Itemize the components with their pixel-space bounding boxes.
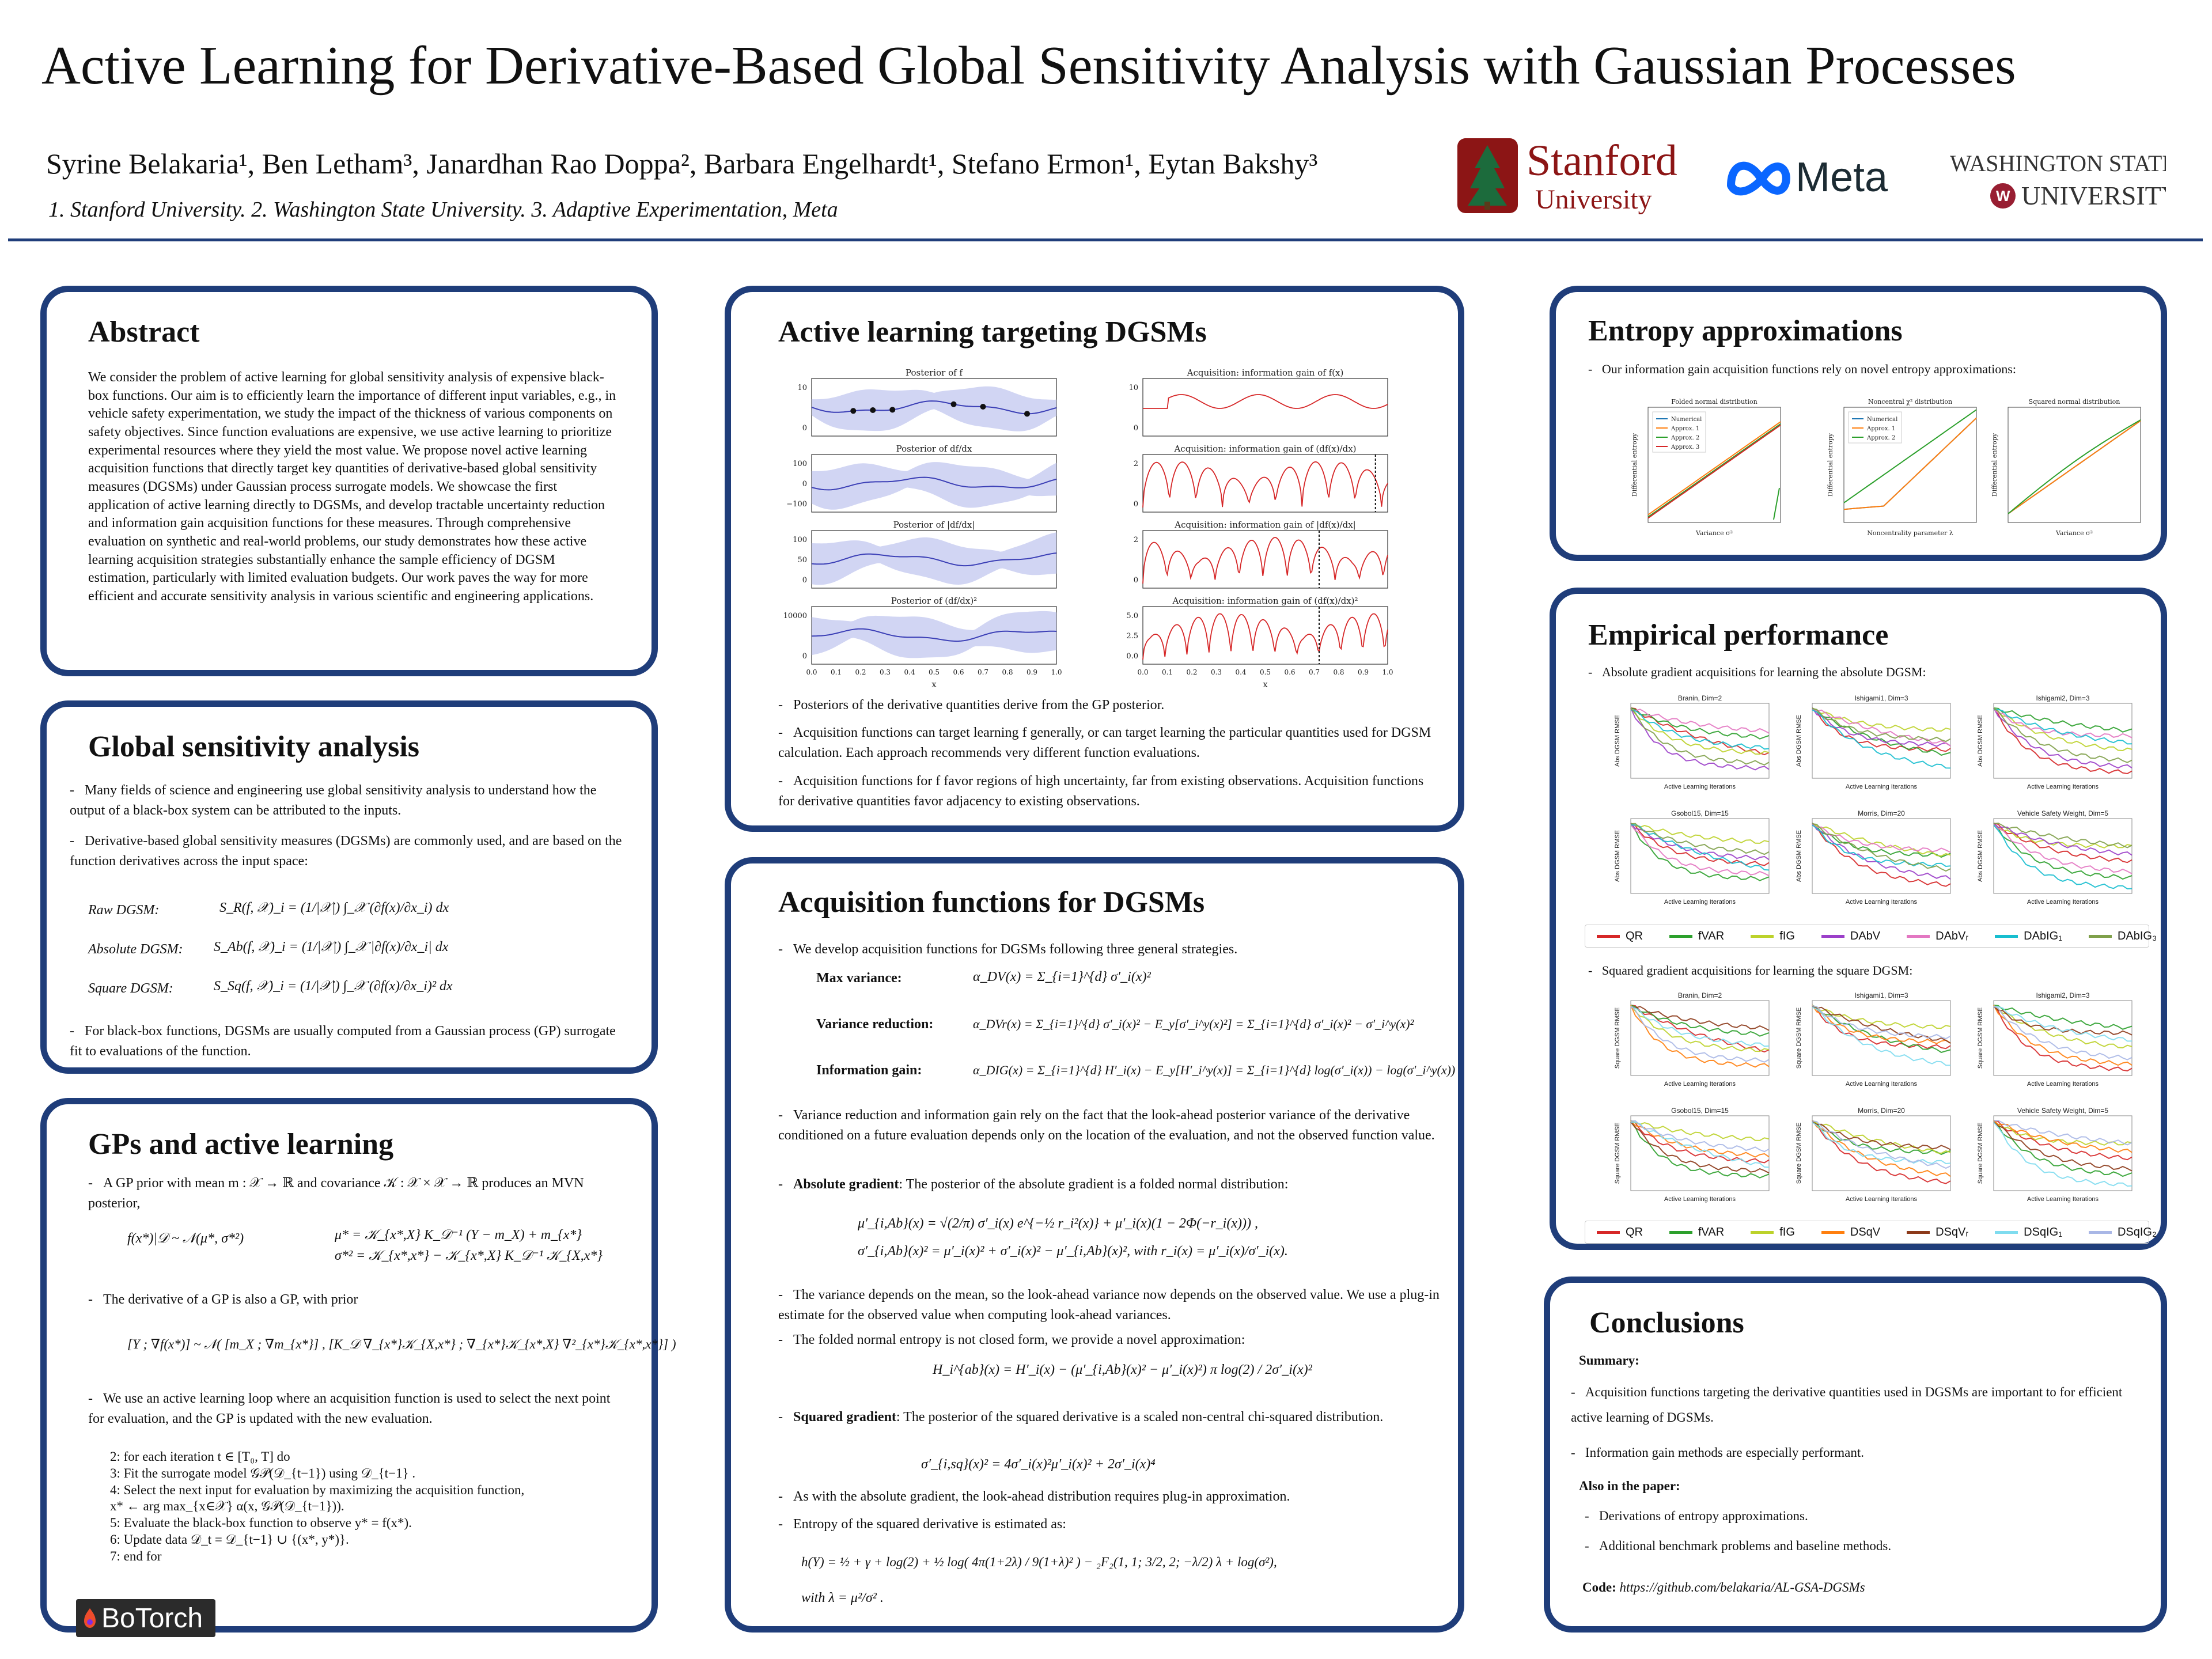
legend-swatch	[1751, 935, 1774, 938]
gp-bullet-3: - We use an active learning loop where an acquisition function is used to select the next point for evaluation, and the GP is updated with the new evaluation.	[88, 1391, 611, 1426]
x-tick-label: 0.5	[1259, 668, 1271, 676]
abs-dgsm-equation: S_Ab(f, 𝒳)_i = (1/|𝒳|) ∫_𝒳 |∂f(x)/∂x_i| dx	[214, 940, 449, 955]
legend-swatch	[1751, 1231, 1774, 1234]
posterior-subplot	[786, 444, 1056, 512]
acq-bullet-7: - As with the absolute gradient, the look-ahead distribution requires plug-in approximation.	[778, 1489, 1290, 1504]
acquisition-title: Acquisition: information gain of (df(x)/dx)	[1174, 444, 1357, 454]
acquisition-title: Acquisition: information gain of |df(x)/dx|	[1175, 520, 1356, 530]
gsa-title: Global sensitivity analysis	[88, 730, 419, 763]
x-tick-label: 0.2	[855, 668, 866, 676]
posterior-title: Posterior of |df/dx|	[893, 520, 975, 530]
header-rule	[8, 238, 2203, 241]
legend-label: DSqV	[1850, 1225, 1881, 1238]
svg-text:Stanford: Stanford	[1527, 137, 1677, 185]
abs-legend	[1585, 925, 2157, 948]
legend-item	[2089, 930, 2157, 943]
results-subplot	[1796, 1107, 1950, 1203]
y-tick-label: 0	[802, 652, 807, 661]
algo-line-5: 5: Evaluate the black-box function to observe y* = f(x*).	[110, 1516, 412, 1530]
legend-label: QR	[1626, 929, 1643, 942]
active-bullet-2: - Acquisition functions can target learning f generally, or can target learning the particular quantities used for DGSM calculation. Each approach recommends very different function evaluations.	[778, 725, 1431, 760]
legend-swatch	[1907, 1231, 1930, 1234]
x-tick-label: 0.8	[1002, 668, 1013, 676]
results-x-label: Active Learning Iterations	[1664, 1081, 1736, 1088]
entropy-y-label: Differential entropy	[1991, 433, 1998, 497]
x-tick-label: 0.4	[904, 668, 915, 676]
legend-label: fVAR	[1698, 929, 1725, 942]
y-tick-label: 100	[793, 460, 807, 468]
entropy-y-label: Differential entropy	[1827, 433, 1834, 497]
entropy-legend	[1849, 412, 1902, 443]
legend-label: DAbIG₁	[2024, 929, 2062, 942]
legend-swatch	[2089, 1231, 2112, 1234]
results-y-label: Abs DGSM RMSE	[1614, 715, 1621, 767]
legend-swatch	[1669, 1231, 1692, 1234]
square-dgsm-results-figure	[1585, 989, 2149, 1219]
posterior-subplot	[793, 520, 1056, 588]
entropy-subplot	[1631, 398, 1781, 537]
results-subplot	[1614, 809, 1769, 906]
legend-label: fIG	[1779, 929, 1795, 942]
code-url-link[interactable]: https://github.com/belakaria/AL-GSA-DGSMs	[1619, 1580, 1865, 1594]
x-tick-label: 0.9	[1357, 668, 1369, 676]
legend-label: Approx. 2	[1867, 435, 1896, 441]
entropy-plot-title: Noncentral χ² distribution	[1868, 398, 1953, 406]
acq-bullet-3: - Absolute gradient: The posterior of the absolute gradient is a folded normal distribution:	[778, 1177, 1289, 1192]
results-plot-title: Gsobol15, Dim=15	[1671, 809, 1729, 817]
results-x-label: Active Learning Iterations	[1845, 783, 1918, 790]
gsa-bullet-2: - Derivative-based global sensitivity measures (DGSMs) are commonly used, and are based on the function derivatives across the input space:	[70, 834, 622, 869]
gp-title: GPs and active learning	[88, 1128, 394, 1161]
sq-legend	[1585, 1221, 2157, 1244]
y-tick-label: 5.0	[1126, 612, 1138, 620]
observation-point	[980, 404, 986, 410]
entropy-plot-title: Folded normal distribution	[1671, 398, 1758, 406]
results-y-label: Abs DGSM RMSE	[1796, 715, 1802, 767]
y-tick-label: 0	[1133, 576, 1138, 585]
entropy-subplot	[1991, 398, 2141, 537]
gp-sigma-eq: σ*² = 𝒦_{x*,x*} − 𝒦_{x*,X} K_𝒟⁻¹ 𝒦_{X,x*}	[335, 1248, 603, 1263]
varred-equation: α_DVr(x) = Σ_{i=1}^{d} σ′_i(x)² − E_y[σ′_i^y(x)²] = Σ_{i=1}^{d} σ′_i(x)² − σ′_i^y(x)²	[973, 1017, 1414, 1031]
legend-item	[1821, 1226, 1880, 1239]
results-subplot	[1796, 809, 1950, 906]
entropy-x-label: Variance σ²	[1696, 529, 1733, 537]
x-tick-label: 0.5	[928, 668, 940, 676]
x-tick-label: 0.1	[830, 668, 842, 676]
svg-text:W: W	[1996, 187, 2010, 204]
legend-item	[1669, 1226, 1724, 1239]
lambda-eq: with λ = μ²/σ² .	[801, 1590, 884, 1605]
empirical-bullet-1: - Absolute gradient acquisitions for learning the absolute DGSM:	[1588, 665, 1926, 679]
author-list: Syrine Belakaria¹, Ben Letham³, Janardhan Rao Doppa², Barbara Engelhardt¹, Stefano Ermon¹, Eytan Bakshy³	[46, 147, 1318, 180]
conclusions-panel	[1544, 1277, 2167, 1633]
acq-bullet-6: - Squared gradient: The posterior of the squared derivative is a scaled non-central chi-squared distribution.	[778, 1410, 1384, 1425]
results-axes	[1994, 1001, 2132, 1075]
posterior-title: Posterior of df/dx	[896, 444, 972, 454]
wsu-logo	[1950, 147, 2166, 216]
sq-entropy-eq: h(Y) = ½ + γ + log(2) + ½ log( 4π(1+2λ) / 9(1+λ)² ) − ₂F₂(1, 1; 3/2, 2; −λ/2) λ + log(σ²),	[801, 1555, 1277, 1569]
sq-dgsm-label: Square DGSM:	[88, 981, 173, 996]
acq-bullet-2: - Variance reduction and information gain rely on the fact that the look-ahead posterior variance of the derivative conditioned on a future evaluation depends only on the location of the evaluation, and not the observed function value.	[778, 1108, 1435, 1143]
posterior-title: Posterior of (df/dx)²	[891, 596, 978, 606]
entropy-y-label: Differential entropy	[1631, 433, 1638, 497]
stanford-logo	[1457, 134, 1705, 220]
legend-label: Approx. 1	[1867, 426, 1896, 432]
y-tick-label: 0	[802, 424, 807, 433]
active-bullet-1: - Posteriors of the derivative quantities derive from the GP posterior.	[778, 698, 1165, 713]
results-y-label: Abs DGSM RMSE	[1977, 830, 1984, 882]
results-plot-title: Morris, Dim=20	[1858, 809, 1905, 817]
algo-line-4: 4: Select the next input for evaluation by maximizing the acquisition function,	[110, 1482, 525, 1497]
legend-label: DSqIG₂	[2117, 1225, 2157, 1238]
empirical-panel	[1550, 588, 2167, 1250]
x-tick-label: 0.0	[1137, 668, 1149, 676]
results-subplot	[1977, 991, 2132, 1088]
x-tick-label: 0.0	[806, 668, 817, 676]
summary-label: Summary:	[1579, 1353, 1639, 1368]
abstract-text: We consider the problem of active learning for global sensitivity analysis of expensive black-box functions. Our aim is to efficiently learn the importance of different input variables, e.g., in vehicle safety experimentation, we study the impact of the thickness of various components on safety objectives. Since function evaluations are expensive, we use active learning to prioritize experimental resources where they yield the most value. We propose novel active learning acquisition functions that directly target key quantities of derivative-based global sensitivity measures (DGSMs) under Gaussian process surrogate models. We showcase the first application of active learning directly to DGSMs, and develop tractable uncertainty reduction and information gain acquisition functions for these measures. Through comprehensive evaluation on synthetic and real-world problems, our study demonstrates how these active learning acquisition strategies substantially enhance the sample efficiency of DGSM estimation, particularly with limited evaluation budgets. Our work paves the way for more efficient and accurate sensitivity analysis in various scientific and engineering applications.	[88, 370, 616, 604]
legend-label: Numerical	[1867, 416, 1898, 423]
results-plot-title: Vehicle Safety Weight, Dim=5	[2017, 809, 2109, 817]
empirical-bullet-2: - Squared gradient acquisitions for learning the square DGSM:	[1588, 963, 1913, 978]
summary-item-2: - Information gain methods are especially performant.	[1571, 1445, 1865, 1460]
legend-label: fVAR	[1698, 1225, 1725, 1238]
legend-item	[1669, 930, 1724, 943]
y-tick-label: 2.5	[1126, 632, 1138, 641]
x-tick-label: 0.9	[1026, 668, 1038, 676]
gsa-bullet-1: - Many fields of science and engineering use global sensitivity analysis to understand how the output of a black-box system can be attributed to the inputs.	[70, 783, 597, 818]
acquisition-subplot	[1126, 596, 1393, 690]
entropy-subplot	[1827, 398, 1976, 537]
results-plot-title: Morris, Dim=20	[1858, 1107, 1905, 1115]
x-tick-label: 0.7	[1308, 668, 1320, 676]
maxvar-label: Max variance:	[816, 971, 902, 986]
y-tick-label: 0.0	[1126, 652, 1138, 661]
y-tick-label: 0	[1133, 424, 1138, 433]
results-subplot	[1614, 694, 1769, 790]
x-axis-label: x	[1263, 679, 1268, 690]
acquisition-subplot	[1134, 520, 1388, 588]
observation-point	[889, 407, 895, 412]
results-axes	[1994, 1116, 2132, 1191]
results-axes	[1994, 819, 2132, 893]
acquisition-title: Acquisition: information gain of f(x)	[1187, 368, 1344, 378]
results-x-label: Active Learning Iterations	[1845, 899, 1918, 906]
abs-mean-eq: μ′_{i,Ab}(x) = √(2/π) σ′_i(x) e^{−½ r_i²(x)} + μ′_i(x)(1 − 2Φ(−r_i(x))) ,	[858, 1216, 1258, 1231]
entropy-title: Entropy approximations	[1588, 315, 1903, 347]
legend-swatch	[1907, 935, 1930, 938]
x-tick-label: 0.6	[1284, 668, 1296, 676]
acquisition-title: Acquisition: information gain of (df(x)/dx)²	[1172, 596, 1358, 606]
varred-label: Variance reduction:	[816, 1017, 934, 1032]
entropy-figure	[1579, 396, 2149, 551]
y-tick-label: 10	[797, 384, 807, 392]
svg-text:UNIVERSITY: UNIVERSITY	[2021, 181, 2166, 210]
legend-swatch	[1821, 935, 1844, 938]
y-tick-label: 100	[793, 536, 807, 544]
x-tick-label: 0.3	[879, 668, 891, 676]
results-plot-title: Ishigami1, Dim=3	[1854, 991, 1908, 999]
acquisition-subplot	[1134, 444, 1388, 512]
legend-swatch	[1669, 935, 1692, 938]
infogain-equation: α_DIG(x) = Σ_{i=1}^{d} H′_i(x) − E_y[H′_i^y(x)] = Σ_{i=1}^{d} log(σ′_i(x)) − log(σ′_i^y(x))	[973, 1063, 1456, 1077]
results-x-label: Active Learning Iterations	[2027, 783, 2099, 790]
x-axis-label: x	[931, 679, 937, 690]
entropy-plot-title: Squared normal distribution	[2028, 398, 2120, 406]
legend-item	[1821, 930, 1880, 943]
legend-item	[2089, 1226, 2157, 1239]
results-plot-title: Ishigami1, Dim=3	[1854, 694, 1908, 702]
also-item-1: - Derivations of entropy approximations.	[1585, 1509, 1808, 1523]
legend-item	[1751, 930, 1795, 943]
legend-label: Approx. 3	[1671, 444, 1700, 450]
results-axes	[1994, 703, 2132, 778]
results-y-label: Abs DGSM RMSE	[1796, 830, 1802, 882]
y-tick-label: −100	[786, 500, 807, 509]
legend-label: QR	[1626, 1225, 1643, 1238]
legend-swatch	[1597, 1231, 1620, 1234]
algo-line-4b: x* ← arg max_{x∈𝒳} α(x, 𝒢𝒫(𝒟_{t−1})).	[110, 1499, 344, 1514]
entropy-panel	[1550, 286, 2167, 561]
abstract-panel	[40, 286, 658, 676]
also-label: Also in the paper:	[1579, 1479, 1680, 1493]
results-y-label: Square DGSM RMSE	[1977, 1007, 1984, 1069]
results-x-label: Active Learning Iterations	[1664, 899, 1736, 906]
x-tick-label: 0.1	[1161, 668, 1173, 676]
acquisition-subplot	[1128, 368, 1388, 436]
posterior-acquisition-figure	[760, 367, 1428, 690]
results-x-label: Active Learning Iterations	[1664, 783, 1736, 790]
raw-dgsm-equation: S_R(f, 𝒳)_i = (1/|𝒳|) ∫_𝒳 (∂f(x)/∂x_i) dx	[219, 900, 449, 915]
legend-item	[1597, 930, 1643, 943]
entropy-legend	[1653, 412, 1706, 452]
active-title: Active learning targeting DGSMs	[778, 316, 1207, 349]
entropy-axes	[2008, 407, 2141, 522]
y-tick-label: 0	[1133, 500, 1138, 509]
legend-swatch	[1995, 935, 2018, 938]
x-tick-label: 1.0	[1051, 668, 1062, 676]
entropy-x-label: Variance σ²	[2056, 529, 2093, 537]
empirical-title: Empirical performance	[1588, 619, 1889, 652]
acq-bullet-8: - Entropy of the squared derivative is estimated as:	[778, 1517, 1066, 1532]
x-tick-label: 0.6	[953, 668, 964, 676]
poster-title: Active Learning for Derivative-Based Global Sensitivity Analysis with Gaussian Processes	[41, 36, 2016, 96]
results-y-label: Abs DGSM RMSE	[1614, 830, 1621, 882]
results-subplot	[1614, 1107, 1769, 1203]
observation-point	[870, 407, 876, 413]
acq-panel	[725, 857, 1464, 1633]
results-y-label: Square DGSM RMSE	[1614, 1007, 1621, 1069]
gp-posterior-eq: f(x*)|𝒟 ~ 𝒩(μ*, σ*²)	[127, 1231, 244, 1246]
legend-label: DSqVᵣ	[1936, 1225, 1969, 1238]
sq-dgsm-equation: S_Sq(f, 𝒳)_i = (1/|𝒳|) ∫_𝒳 (∂f(x)/∂x_i)² dx	[214, 979, 453, 994]
algo-line-3: 3: Fit the surrogate model 𝒢𝒫(𝒟_{t−1}) using 𝒟_{t−1} .	[110, 1465, 416, 1480]
algorithm-box	[110, 1449, 628, 1565]
results-subplot	[1977, 694, 2132, 790]
observation-point	[951, 402, 957, 407]
results-subplot	[1977, 1107, 2132, 1203]
results-subplot	[1614, 991, 1769, 1088]
posterior-subplot	[783, 596, 1062, 690]
raw-dgsm-label: Raw DGSM:	[88, 903, 160, 918]
acq-bullet-1: - We develop acquisition functions for DGSMs following three general strategies.	[778, 942, 1238, 957]
affiliations: 1. Stanford University. 2. Washington State University. 3. Adaptive Experimentation, Meta	[48, 198, 838, 222]
observation-point	[1024, 411, 1030, 416]
legend-label: Approx. 1	[1671, 426, 1700, 432]
algo-line-7: 7: end for	[110, 1548, 162, 1563]
y-tick-label: 0	[802, 576, 807, 585]
also-item-2: - Additional benchmark problems and baseline methods.	[1585, 1539, 1892, 1553]
gp-bullet-2: - The derivative of a GP is also a GP, with prior	[88, 1292, 358, 1307]
svg-text:University: University	[1535, 184, 1652, 215]
legend-label: DAbV	[1850, 929, 1881, 942]
results-plot-title: Ishigami2, Dim=3	[2036, 991, 2090, 999]
y-tick-label: 2	[1133, 460, 1138, 468]
meta-logo	[1725, 151, 1915, 203]
sq-var-eq: σ′_{i,sq}(x)² = 4σ′_i(x)²μ′_i(x)² + 2σ′_i(x)⁴	[921, 1457, 1156, 1472]
results-y-label: Square DGSM RMSE	[1796, 1007, 1802, 1069]
active-bullet-3: - Acquisition functions for f favor regions of high uncertainty, far from existing observations. Acquisition functions for derivative quantities favor adjacency to existing observations.	[778, 774, 1424, 809]
gsa-panel	[40, 700, 658, 1074]
abs-dgsm-label: Absolute DGSM:	[88, 942, 183, 957]
y-tick-label: 10000	[783, 612, 807, 620]
algo-line-6: 6: Update data 𝒟_t = 𝒟_{t−1} ∪ {(x*, y*)}.	[110, 1532, 349, 1547]
botorch-logo	[76, 1599, 215, 1637]
results-x-label: Active Learning Iterations	[2027, 1196, 2099, 1203]
results-y-label: Square DGSM RMSE	[1614, 1122, 1621, 1184]
legend-swatch	[1597, 935, 1620, 938]
legend-label: DSqIG₁	[2024, 1225, 2062, 1238]
summary-item-1: - Acquisition functions targeting the derivative quantities used in DGSMs are important to for efficient active learning of DGSMs.	[1571, 1385, 2123, 1425]
y-tick-label: 50	[797, 556, 807, 565]
x-tick-label: 0.7	[977, 668, 989, 676]
abstract-title: Abstract	[88, 316, 200, 349]
legend-label: Approx. 2	[1671, 435, 1700, 441]
results-y-label: Square DGSM RMSE	[1796, 1122, 1802, 1184]
gp-bullet-1: - A GP prior with mean m : 𝒳 → ℝ and covariance 𝒦 : 𝒳 × 𝒳 → ℝ produces an MVN posterior,	[88, 1176, 584, 1211]
legend-item	[1995, 930, 2062, 943]
results-plot-title: Vehicle Safety Weight, Dim=5	[2017, 1107, 2109, 1115]
abs-var-eq: σ′_{i,Ab}(x)² = μ′_i(x)² + σ′_i(x)² − μ′_{i,Ab}(x)², with r_i(x) = μ′_i(x)/σ′_i(x).	[858, 1244, 1288, 1259]
x-tick-label: 0.2	[1186, 668, 1198, 676]
infogain-label: Information gain:	[816, 1063, 922, 1078]
legend-swatch	[2089, 935, 2112, 938]
results-y-label: Square DGSM RMSE	[1977, 1122, 1984, 1184]
posterior-subplot	[797, 368, 1056, 436]
abs-dgsm-results-figure	[1585, 692, 2149, 922]
acq-title: Acquisition functions for DGSMs	[778, 886, 1205, 919]
entropy-x-label: Noncentrality parameter λ	[1867, 529, 1953, 537]
acquisition-axes	[1143, 607, 1388, 664]
gp-panel	[40, 1098, 676, 1633]
abs-entropy-eq: H_i^{ab}(x) = H′_i(x) − (μ′_{i,Ab}(x)² − μ′_i(x)²) π log(2) / 2σ′_i(x)²	[933, 1362, 1312, 1377]
results-x-label: Active Learning Iterations	[2027, 1081, 2099, 1088]
gp-mu-eq: μ* = 𝒦_{x*,X} K_𝒟⁻¹ (Y − m_X) + m_{x*}	[335, 1228, 582, 1243]
y-tick-label: 2	[1133, 536, 1138, 544]
results-y-label: Abs DGSM RMSE	[1977, 715, 1984, 767]
results-x-label: Active Learning Iterations	[1664, 1196, 1736, 1203]
posterior-title: Posterior of f	[906, 368, 963, 378]
legend-item	[1907, 930, 1968, 943]
y-tick-label: 10	[1128, 384, 1138, 392]
legend-swatch	[1821, 1231, 1844, 1234]
results-x-label: Active Learning Iterations	[1845, 1196, 1918, 1203]
acquisition-axes	[1143, 378, 1388, 436]
gsa-bullet-3: - For black-box functions, DGSMs are usually computed from a Gaussian process (GP) surrogate fit to evaluations of the function.	[70, 1024, 616, 1059]
legend-item	[1995, 1226, 2062, 1239]
legend-label: fIG	[1779, 1225, 1795, 1238]
legend-item	[1907, 1226, 1968, 1239]
entropy-bullet-1: - Our information gain acquisition functions rely on novel entropy approximations:	[1588, 362, 2016, 376]
svg-text:WASHINGTON STATE: WASHINGTON STATE	[1950, 150, 2166, 176]
x-tick-label: 0.8	[1333, 668, 1344, 676]
legend-item	[1751, 1226, 1795, 1239]
svg-text:Meta: Meta	[1796, 154, 1888, 200]
maxvar-equation: α_DV(x) = Σ_{i=1}^{d} σ′_i(x)²	[973, 969, 1151, 984]
results-x-label: Active Learning Iterations	[1845, 1081, 1918, 1088]
legend-swatch	[1995, 1231, 2018, 1234]
observation-point	[850, 408, 856, 414]
acq-bullet-5: - The folded normal entropy is not closed form, we provide a novel approximation:	[778, 1332, 1245, 1347]
x-tick-label: 0.3	[1210, 668, 1222, 676]
legend-item	[1597, 1226, 1643, 1239]
gp-joint-eq: [Y ; ∇f(x*)] ~ 𝒩( [m_X ; ∇m_{x*}] , [K_𝒟 ∇_{x*}𝒦_{X,x*} ; ∇_{x*}𝒦_{x*,X} ∇²_{x*}𝒦_{x*,x*}] )	[127, 1337, 676, 1351]
x-tick-label: 0.4	[1235, 668, 1247, 676]
results-x-label: Active Learning Iterations	[2027, 899, 2099, 906]
algo-line-2: 2: for each iteration t ∈ [T₀, T] do	[110, 1449, 290, 1464]
x-tick-label: 1.0	[1382, 668, 1393, 676]
botorch-label: BoTorch	[101, 1603, 203, 1634]
code-line: Code: https://github.com/belakaria/AL-GSA-DGSMs	[1582, 1580, 1865, 1594]
results-plot-title: Gsobol15, Dim=15	[1671, 1107, 1729, 1115]
results-plot-title: Branin, Dim=2	[1677, 991, 1722, 999]
active-panel	[725, 286, 1464, 832]
results-subplot	[1977, 809, 2132, 906]
results-plot-title: Ishigami2, Dim=3	[2036, 694, 2090, 702]
conclusions-title: Conclusions	[1589, 1306, 1744, 1339]
results-subplot	[1796, 694, 1950, 790]
acq-bullet-4: - The variance depends on the mean, so the look-ahead variance now depends on the observed value. We use a plug-in estimate for the observed value when computing look-ahead variances.	[778, 1287, 1440, 1323]
y-tick-label: 0	[802, 480, 807, 488]
legend-label: DAbVᵣ	[1936, 929, 1969, 942]
results-plot-title: Branin, Dim=2	[1677, 694, 1722, 702]
results-subplot	[1796, 991, 1950, 1088]
legend-label: Numerical	[1671, 416, 1702, 423]
legend-label: DAbIG₃	[2117, 929, 2157, 942]
